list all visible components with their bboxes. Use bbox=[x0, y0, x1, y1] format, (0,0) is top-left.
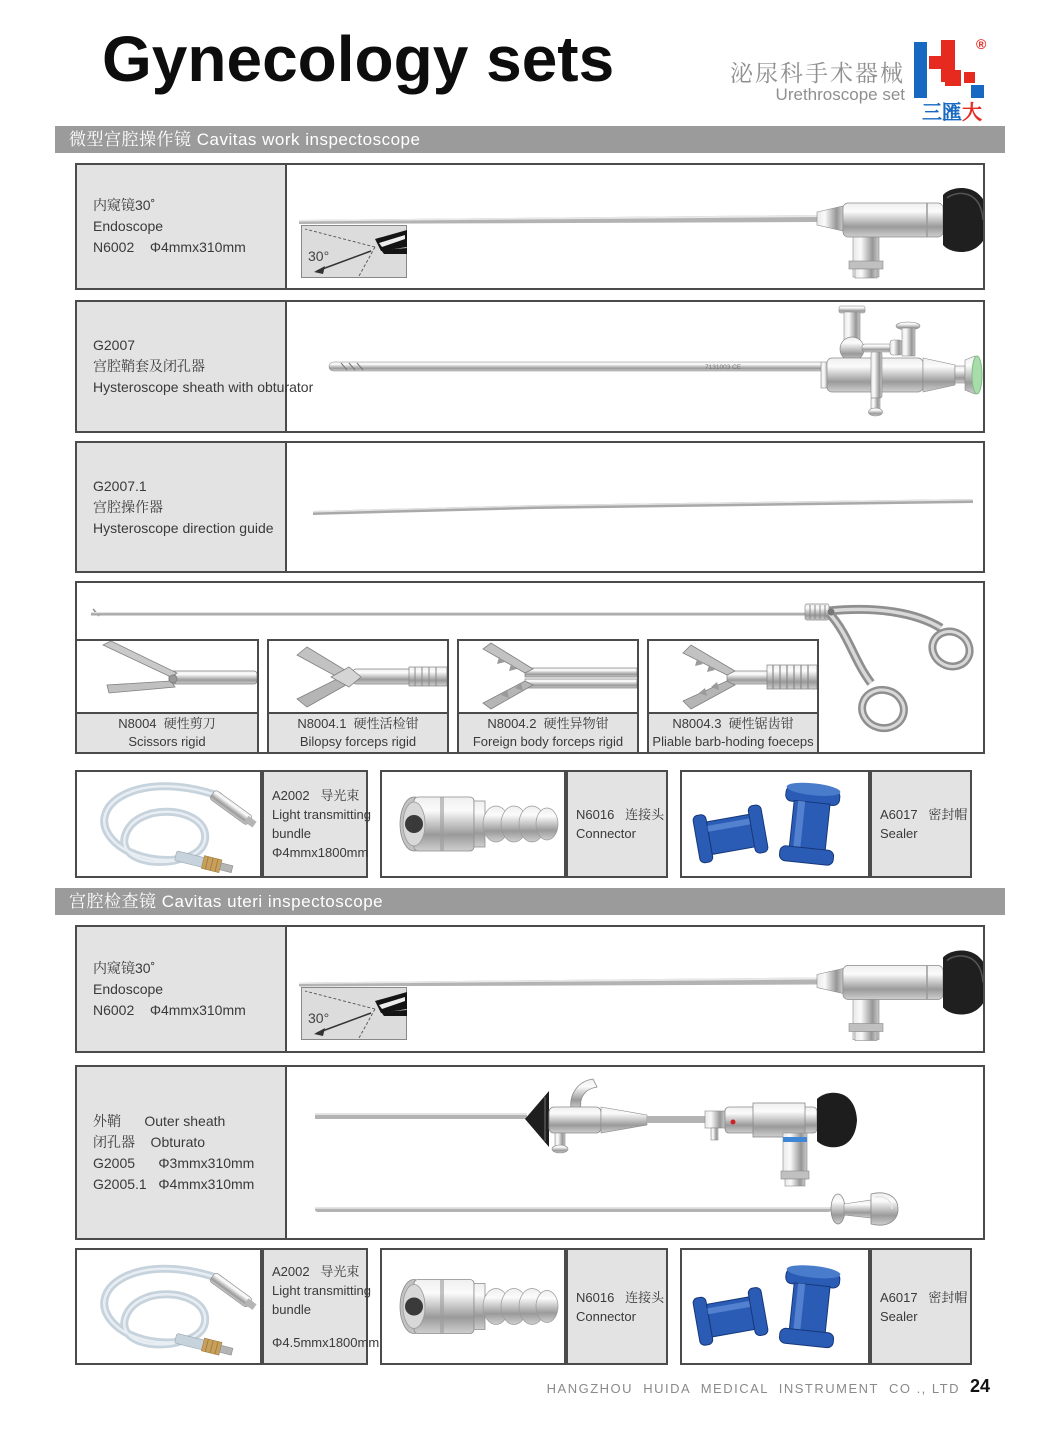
guide-image bbox=[287, 443, 983, 571]
label-line: 内窥镜30˚ bbox=[93, 197, 156, 213]
forceps-name: Pliable barb-hoding foeceps bbox=[652, 734, 814, 749]
label-line: 内窥镜30˚ bbox=[93, 959, 156, 976]
footer-page-number: 24 bbox=[970, 1376, 991, 1396]
logo-bar-blue bbox=[914, 42, 927, 98]
section1-header: 微型宫腔操作镜 Cavitas work inspectoscope bbox=[55, 126, 1005, 153]
guide-label bbox=[77, 443, 287, 571]
logo-text bbox=[908, 102, 996, 124]
label-line: Sealer bbox=[880, 1308, 918, 1324]
label-line: Hysteroscope direction guide bbox=[93, 519, 274, 536]
bundle-label-1 bbox=[262, 770, 371, 878]
sealer-image bbox=[682, 1250, 868, 1363]
logo-square-blue bbox=[971, 85, 984, 98]
label-line: 宫腔操作器 bbox=[93, 498, 163, 515]
sealer-label-1 bbox=[870, 770, 972, 878]
category-title-cn: 泌尿科手术器械 bbox=[730, 60, 905, 86]
angle-diagram bbox=[301, 987, 407, 1040]
label-line: Connector bbox=[576, 826, 636, 841]
forceps-label-biopsy bbox=[267, 712, 449, 754]
company-logo bbox=[908, 36, 996, 136]
label-line: Endoscope bbox=[93, 980, 164, 997]
angle-label: 30° bbox=[308, 248, 330, 264]
label-line: N6002 Φ4mmx310mm bbox=[93, 239, 246, 255]
sealer-image bbox=[682, 772, 868, 876]
section2-header: 宫腔检查镜 Cavitas uteri inspectoscope bbox=[55, 888, 1005, 915]
sealer-label-2 bbox=[870, 1248, 972, 1365]
label-line: Connector bbox=[576, 1308, 636, 1324]
barb-tip-image bbox=[649, 641, 817, 712]
forceps-code: N8004.3 硬性锯齿钳 bbox=[672, 716, 794, 731]
biopsy-tip-image bbox=[269, 641, 447, 712]
connector-image bbox=[382, 772, 564, 876]
label-line: A2002 导光束 bbox=[272, 788, 360, 803]
label-line: N6016 连接头 bbox=[576, 807, 665, 822]
shaft-marking: 7131003 CE bbox=[705, 364, 742, 371]
label-line: G2005.1 Φ4mmx310mm bbox=[93, 1175, 255, 1192]
endoscope-label-1 bbox=[77, 165, 287, 288]
outer-sheath-image bbox=[287, 1067, 983, 1238]
label-line: A6017 密封帽 bbox=[880, 1289, 968, 1305]
forceps-label-scissors bbox=[75, 712, 259, 754]
label-line: A2002 导光束 bbox=[272, 1263, 360, 1279]
label-line: G2005 Φ3mmx310mm bbox=[93, 1154, 255, 1171]
endoscope-image-area-1 bbox=[287, 165, 983, 288]
connector-image bbox=[382, 1250, 564, 1363]
label-line: N6016 连接头 bbox=[576, 1289, 665, 1305]
bundle-label-2 bbox=[262, 1248, 380, 1365]
forceps-code: N8004.2 硬性异物钳 bbox=[487, 716, 609, 731]
sheath-image-area bbox=[287, 302, 983, 431]
tip-box-scissors bbox=[75, 639, 259, 714]
row-forceps bbox=[75, 581, 985, 754]
scissors-tip-image bbox=[77, 641, 257, 712]
row-guide bbox=[75, 441, 985, 573]
label-line: 闭孔器 Obturato bbox=[93, 1133, 206, 1150]
forceps-code: N8004 硬性剪刀 bbox=[118, 716, 216, 731]
logo-square-red bbox=[945, 70, 961, 86]
bundle-image-box-1 bbox=[75, 770, 262, 878]
outer-sheath-label bbox=[77, 1067, 287, 1238]
label-line: Φ4mmx1800mm bbox=[272, 845, 369, 860]
outer-sheath-image-area bbox=[287, 1067, 983, 1238]
label-line: Light transmitting bbox=[272, 1282, 371, 1298]
light-bundle-image bbox=[77, 1250, 260, 1363]
label-line: A6017 密封帽 bbox=[880, 807, 968, 822]
label-line: N6002 Φ4mmx310mm bbox=[93, 1001, 246, 1018]
footer-company: HANGZHOU HUIDA MEDICAL INSTRUMENT CO ., LTD bbox=[546, 1381, 960, 1396]
label-line: Sealer bbox=[880, 826, 918, 841]
endoscope-label-2 bbox=[77, 927, 287, 1051]
forceps-label-barb bbox=[647, 712, 819, 754]
row-endoscope-1 bbox=[75, 163, 985, 290]
page-title: Gynecology sets bbox=[102, 23, 615, 95]
forceps-name: Bilopsy forceps rigid bbox=[299, 734, 417, 749]
sheath-image bbox=[287, 302, 983, 431]
logo-small-square-red bbox=[964, 72, 975, 83]
forceps-code: N8004.1 硬性活检钳 bbox=[297, 716, 419, 731]
row-endoscope-2 bbox=[75, 925, 985, 1053]
connector-label-1 bbox=[566, 770, 668, 878]
label-line: G2007 bbox=[93, 337, 136, 353]
label-line: 宫腔鞘套及闭孔器 bbox=[93, 358, 205, 374]
angle-label: 30° bbox=[308, 1010, 330, 1026]
category-title-en: Urethroscope set bbox=[775, 85, 905, 104]
tip-box-barb bbox=[647, 639, 819, 714]
angle-diagram bbox=[301, 225, 407, 278]
label-line: bundle bbox=[272, 1301, 312, 1317]
guide-image-area bbox=[287, 443, 983, 571]
tip-box-foreign-body bbox=[457, 639, 639, 714]
foreign-body-tip-image bbox=[459, 641, 637, 712]
forceps-name: Scissors rigid bbox=[128, 734, 206, 749]
row-outer-sheath bbox=[75, 1065, 985, 1240]
logo-text-red: 大 bbox=[962, 102, 982, 124]
label-line: Hysteroscope sheath with obturator bbox=[93, 379, 314, 395]
bundle-image-box-2 bbox=[75, 1248, 262, 1365]
sealer-image-box-2 bbox=[680, 1248, 870, 1365]
light-bundle-image bbox=[77, 772, 260, 876]
label-gap bbox=[272, 1319, 366, 1333]
registered-mark: ® bbox=[976, 36, 987, 52]
logo-text-blue: 三匯 bbox=[922, 102, 962, 124]
tip-box-biopsy bbox=[267, 639, 449, 714]
label-line: 外鞘 Outer sheath bbox=[93, 1112, 226, 1129]
connector-label-2 bbox=[566, 1248, 668, 1365]
label-line: Light transmitting bbox=[272, 807, 371, 822]
sheath-label bbox=[77, 302, 314, 431]
label-line: Endoscope bbox=[93, 218, 164, 234]
label-line: G2007.1 bbox=[93, 477, 147, 494]
connector-image-box-1 bbox=[380, 770, 566, 878]
forceps-label-foreign-body bbox=[457, 712, 639, 754]
connector-image-box-2 bbox=[380, 1248, 566, 1365]
row-sheath bbox=[75, 300, 985, 433]
endoscope-image-area-2 bbox=[287, 927, 983, 1051]
label-line: Φ4.5mmx1800mm bbox=[272, 1334, 380, 1350]
label-line: bundle bbox=[272, 826, 312, 841]
forceps-name: Foreign body forceps rigid bbox=[472, 734, 624, 749]
sealer-image-box-1 bbox=[680, 770, 870, 878]
